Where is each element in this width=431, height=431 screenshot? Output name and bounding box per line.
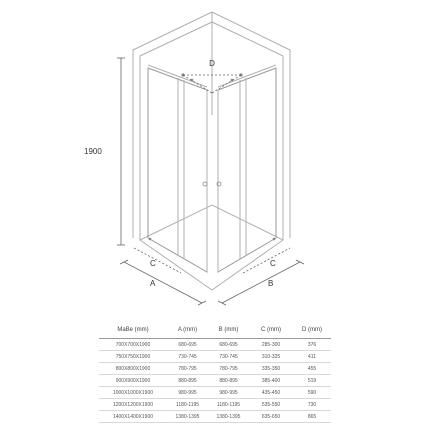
a-dimension-line bbox=[124, 262, 202, 303]
cell-a: 780-795 bbox=[167, 363, 208, 375]
label-a: A bbox=[150, 279, 156, 288]
label-c-left: C bbox=[150, 259, 156, 268]
cell-c: 435-450 bbox=[249, 387, 293, 399]
cell-d: 730 bbox=[293, 399, 331, 411]
table-row bbox=[99, 351, 331, 363]
column-header-b: B (mm) bbox=[208, 322, 249, 339]
cell-b: 730-745 bbox=[208, 351, 249, 363]
cell-b: 780-795 bbox=[208, 363, 249, 375]
door-handle-left bbox=[203, 182, 207, 186]
wall-right-inner bbox=[212, 22, 283, 240]
cell-a: 1380-1395 bbox=[167, 411, 208, 423]
cell-d: 455 bbox=[293, 363, 331, 375]
roller-dot bbox=[149, 238, 152, 241]
cell-d: 519 bbox=[293, 375, 331, 387]
d-dimension-left-leg bbox=[183, 75, 212, 93]
cell-a: 680-695 bbox=[167, 339, 208, 351]
cell-c: 335-350 bbox=[249, 363, 293, 375]
table-row bbox=[99, 387, 331, 399]
table-row bbox=[99, 411, 331, 423]
wall-right-outline bbox=[212, 12, 290, 238]
height-label: 1900 bbox=[84, 147, 102, 156]
cell-d: 590 bbox=[293, 387, 331, 399]
table-header-row bbox=[99, 322, 331, 339]
cell-a: 980-995 bbox=[167, 387, 208, 399]
cell-size: 800X800X1900 bbox=[99, 363, 167, 375]
cell-b: 1180-1195 bbox=[208, 399, 249, 411]
table-row bbox=[99, 339, 331, 351]
cell-a: 730-745 bbox=[167, 351, 208, 363]
b-dimension-line bbox=[222, 262, 300, 303]
cell-size: 750X750X1900 bbox=[99, 351, 167, 363]
cell-c: 285-300 bbox=[249, 339, 293, 351]
shower-tray bbox=[140, 205, 283, 290]
right-glass-panel bbox=[218, 68, 276, 272]
cell-size: 900X900X1900 bbox=[99, 375, 167, 387]
cell-size: 1400X1400X1900 bbox=[99, 411, 167, 423]
table-row bbox=[99, 375, 331, 387]
cell-a: 1180-1195 bbox=[167, 399, 208, 411]
label-c-right: C bbox=[270, 259, 276, 268]
cell-d: 865 bbox=[293, 411, 331, 423]
d-dimension-right-leg bbox=[212, 75, 241, 93]
size-specification-table bbox=[99, 322, 331, 423]
cell-size: 1200X1200X1900 bbox=[99, 399, 167, 411]
cell-b: 1380-1395 bbox=[208, 411, 249, 423]
label-b: B bbox=[268, 279, 274, 288]
wall-left-inner bbox=[140, 22, 212, 240]
cell-size: 700X700X1900 bbox=[99, 339, 167, 351]
cell-d: 376 bbox=[293, 339, 331, 351]
wall-left-outline bbox=[133, 12, 212, 238]
cell-d: 411 bbox=[293, 351, 331, 363]
cell-a: 880-895 bbox=[167, 375, 208, 387]
label-d: D bbox=[209, 59, 215, 68]
cell-c: 310-325 bbox=[249, 351, 293, 363]
cell-b: 680-695 bbox=[208, 339, 249, 351]
cell-size: 1000X1000X1900 bbox=[99, 387, 167, 399]
cell-c: 535-550 bbox=[249, 399, 293, 411]
column-header-d: D (mm) bbox=[293, 322, 331, 339]
table-row bbox=[99, 399, 331, 411]
table-row bbox=[99, 363, 331, 375]
cell-b: 880-895 bbox=[208, 375, 249, 387]
roller-dot bbox=[273, 238, 276, 241]
cell-c: 635-650 bbox=[249, 411, 293, 423]
column-header-c: C (mm) bbox=[249, 322, 293, 339]
column-header-a: A (mm) bbox=[167, 322, 208, 339]
cell-c: 385-400 bbox=[249, 375, 293, 387]
column-header-size: MaBe (mm) bbox=[99, 322, 167, 339]
cell-b: 980-995 bbox=[208, 387, 249, 399]
